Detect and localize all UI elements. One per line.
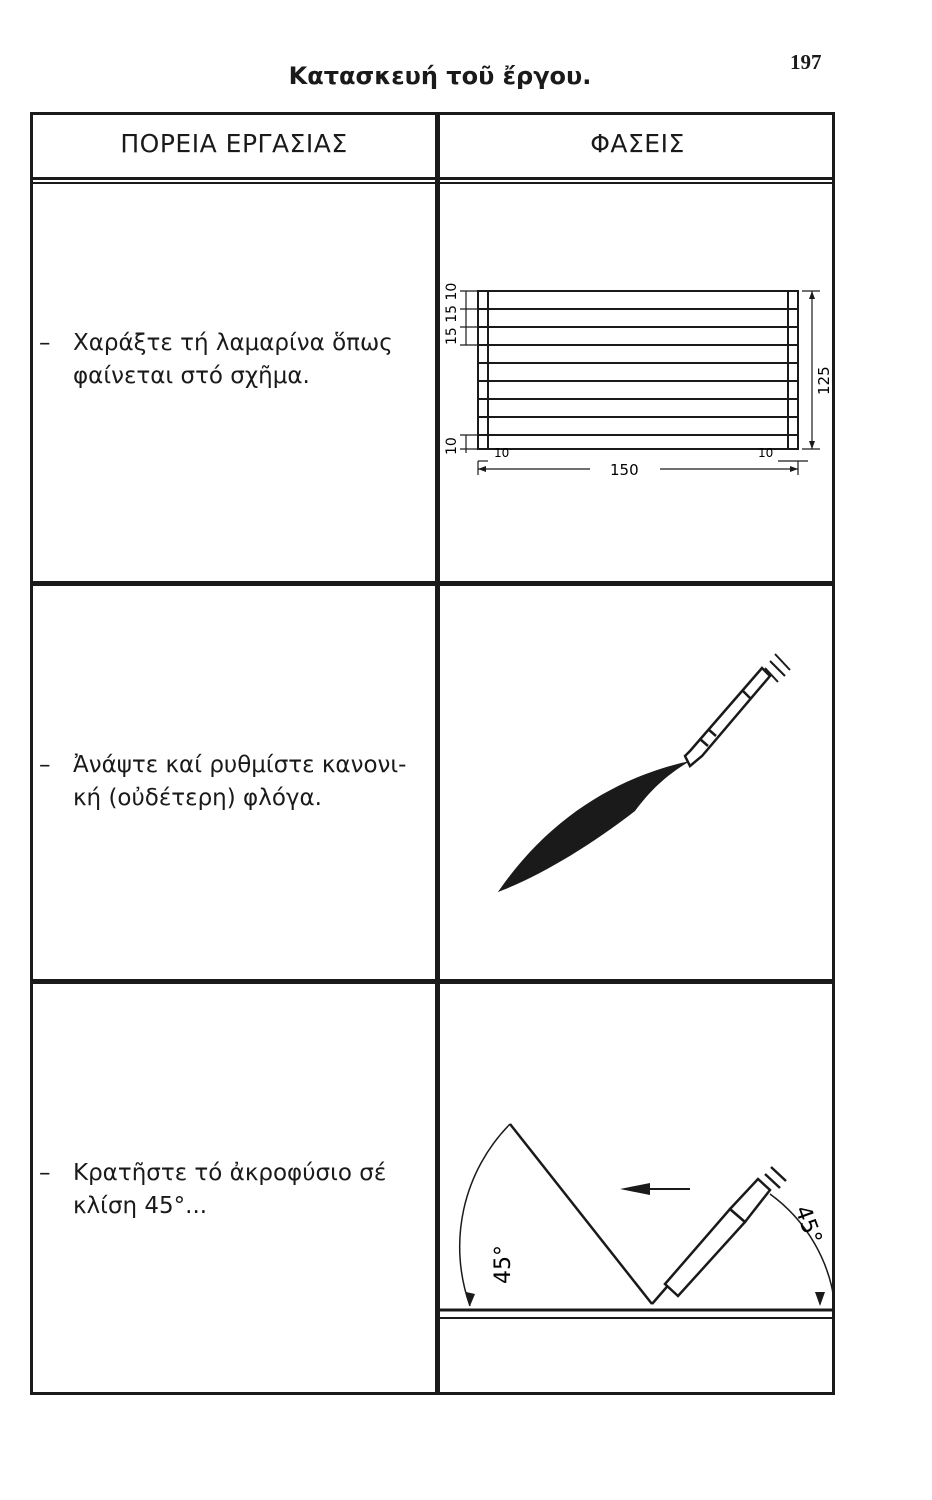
- step-1-line-1: Χαράξτε τή λαμαρίνα ὅπως: [73, 330, 393, 356]
- page-number: 197: [790, 50, 822, 74]
- angle-left-label: 45°: [491, 1245, 516, 1284]
- step-3-dash: –: [39, 1160, 51, 1186]
- dim-bottom-left-label: 10: [494, 446, 510, 460]
- procedure-table: [30, 112, 835, 1395]
- angle-right-label: 45°: [789, 1202, 827, 1248]
- dim-bottom-label: 150: [610, 461, 639, 479]
- step-1-line-2: φαίνεται στό σχῆμα.: [73, 363, 310, 390]
- column-header-procedure: ΠΟΡΕΙΑ ΕΡΓΑΣΙΑΣ: [120, 129, 348, 158]
- flame-shape-lower: [498, 791, 640, 892]
- dim-bottom-right-label: 10: [758, 446, 774, 460]
- step-3: [39, 1157, 386, 1224]
- header-divider-double: [33, 182, 832, 184]
- step-1-dash: –: [39, 330, 51, 356]
- step-2-dash: –: [39, 752, 51, 778]
- step-1: [39, 327, 393, 394]
- step-2-line-1: Ἀνάψτε καί ρυθμίστε κανονι-: [73, 752, 407, 778]
- step-2: [39, 749, 406, 816]
- neutral-flame-figure: [440, 586, 835, 979]
- sheet-marking-figure: [440, 185, 835, 581]
- step-2-line-2: κή (οὐδέτερη) φλόγα.: [73, 785, 322, 812]
- column-header-phases: ΦΑΣΕΙΣ: [590, 129, 685, 158]
- direction-arrow-head: [620, 1183, 650, 1195]
- sheet-outline: [478, 291, 798, 449]
- reference-line: [510, 1124, 652, 1304]
- header-divider: [33, 177, 832, 180]
- step-3-line-1: Κρατῆστε τό ἀκροφύσιο σέ: [73, 1160, 387, 1186]
- torch-nozzle: [685, 654, 790, 766]
- torch-body: [665, 1167, 786, 1296]
- page-heading: Κατασκευή τοῦ ἔργου.: [288, 62, 592, 90]
- dim-left-top-label: 15 15 10: [444, 282, 460, 345]
- dim-right-label: 125: [815, 366, 833, 395]
- dim-left-bottom-label: 10: [444, 437, 460, 455]
- torch-angle-figure: [440, 984, 835, 1395]
- step-3-line-2: κλίση 45°...: [73, 1193, 208, 1220]
